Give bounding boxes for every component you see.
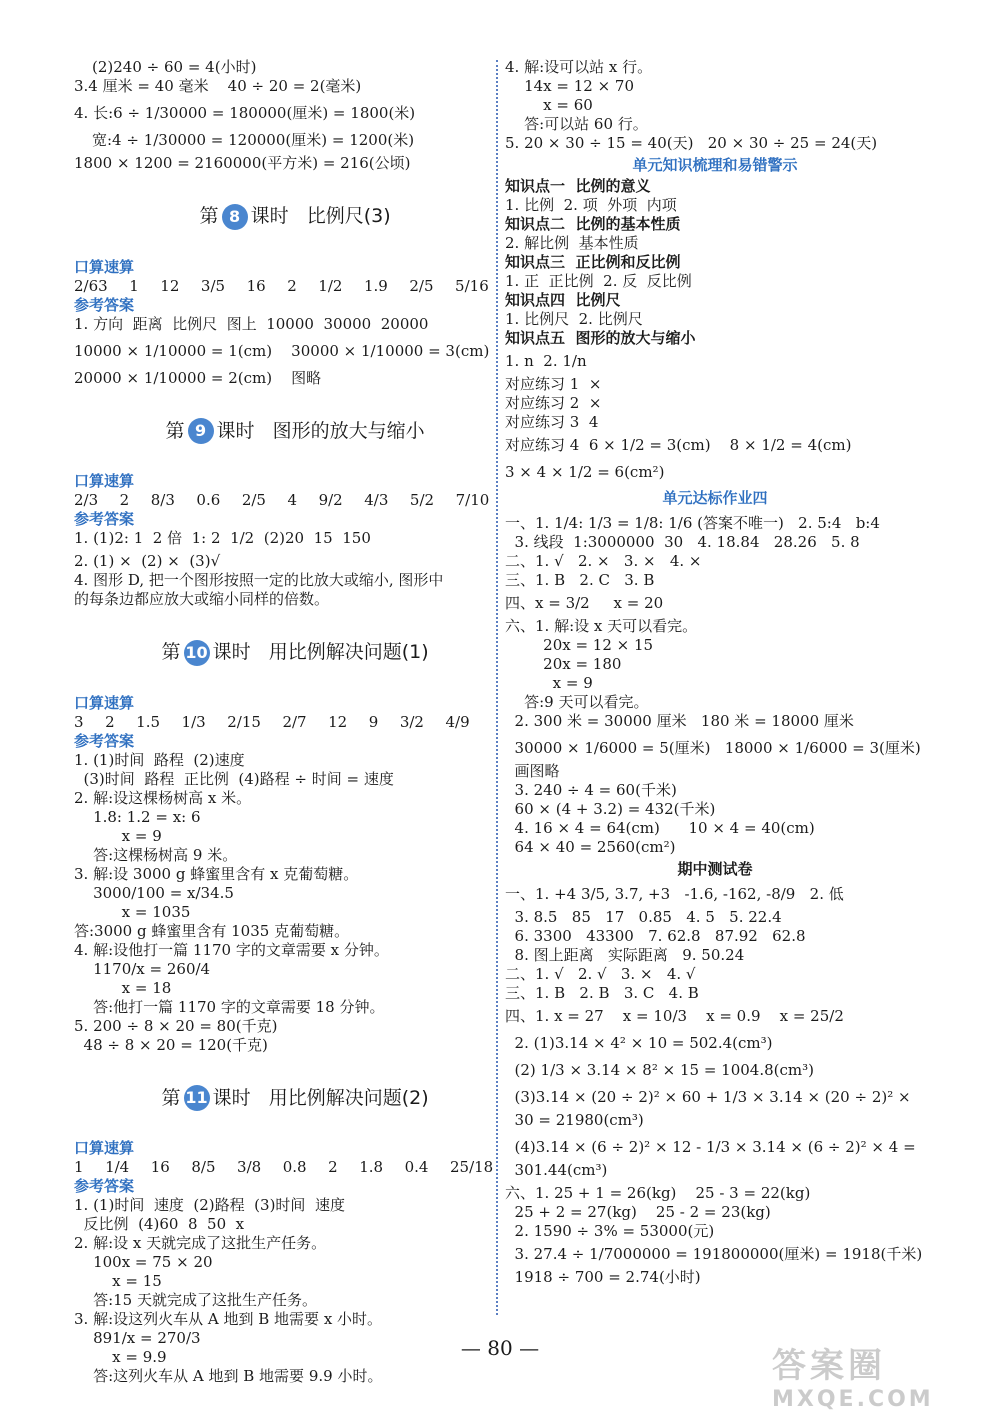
text-line: 宽:4 ÷ 1/30000 = 120000(厘米) = 1200(米) xyxy=(92,131,415,149)
reference-label: 参考答案 xyxy=(74,731,135,750)
unit-test-line: 30000 × 1/6000 = 5(厘米) 18000 × 1/6000 = 3(厘米) xyxy=(505,739,921,757)
unit-test-line: 60 × (4 + 3.2) = 432(千米) xyxy=(505,800,716,818)
left-column xyxy=(74,58,492,1386)
text-line: 4. 长:6 ÷ 1/30000 = 180000(厘米) = 1800(米) xyxy=(74,104,416,122)
lesson-title: 用比例解决问题(1) xyxy=(268,641,429,663)
unit-test-line: 64 × 40 = 2560(cm²) xyxy=(505,838,676,856)
midterm-line: 301.44(cm³) xyxy=(505,1161,608,1179)
lesson-prefix: 第 xyxy=(161,641,181,663)
lesson-number-badge: 8 xyxy=(222,204,248,230)
review-section-title: 单元知识梳理和易错警示 xyxy=(632,156,798,174)
unit-test-line: 答:9 天可以看完。 xyxy=(505,693,649,711)
midterm-line: 3. 8.5 85 17 0.85 4. 5 5. 22.4 xyxy=(505,908,782,926)
unit-test-line: 4. 16 × 4 = 64(cm) 10 × 4 = 40(cm) xyxy=(505,819,815,837)
answer-line: 5. 200 ÷ 8 × 20 = 80(千克) xyxy=(74,1016,278,1035)
lesson-number-badge: 9 xyxy=(188,418,214,444)
lesson-heading xyxy=(74,392,492,471)
reference-label: 参考答案 xyxy=(74,1177,135,1195)
midterm-line: 8. 图上距离 实际距离 9. 50.24 xyxy=(505,946,745,964)
lesson-number-badge: 11 xyxy=(184,1085,210,1111)
answer-line: 100x = 75 × 20 xyxy=(74,1253,213,1271)
oral-answers: 3 2 1.5 1/3 2/15 2/7 12 9 3/2 4/9 xyxy=(74,712,470,731)
midterm-line: 三、1. B 2. B 3. C 4. B xyxy=(505,984,699,1002)
answer-line: 4. 图形 D, 把一个图形按照一定的比放大或缩小, 图形中 xyxy=(74,571,444,589)
answer-line: x = 18 xyxy=(74,978,172,997)
answer-line: 反比例 (4)60 8 50 x xyxy=(74,1215,245,1233)
answer-line: x = 15 xyxy=(74,1272,162,1290)
watermark-text: 答案圈 xyxy=(772,1346,886,1386)
oral-label: 口算速算 xyxy=(74,1139,135,1157)
review-line: 对应练习 2 × xyxy=(505,394,602,412)
midterm-line: (4)3.14 × (6 ÷ 2)² × 12 - 1/3 × 3.14 × (6 ÷ 2)² × 4 = xyxy=(505,1138,916,1156)
answer-line: 48 ÷ 8 × 20 = 120(千克) xyxy=(74,1035,268,1054)
unit-test-line: 三、1. B 2. C 3. B xyxy=(505,571,655,589)
answer-line: 1. (1)时间 路程 (2)速度 xyxy=(74,750,245,769)
reference-label: 参考答案 xyxy=(74,510,135,528)
midterm-line: 二、1. √ 2. √ 3. × 4. √ xyxy=(505,965,696,983)
lesson-heading xyxy=(74,1059,492,1138)
knowledge-point-heading: 知识点四 比例尺 xyxy=(505,291,621,309)
midterm-line: 四、1. x = 27 x = 10/3 x = 0.9 x = 25/2 xyxy=(505,1007,844,1025)
lesson-title: 图形的放大与缩小 xyxy=(272,419,425,442)
lesson-title: 用比例解决问题(2) xyxy=(268,1086,429,1109)
answer-line: 答:3000 g 蜂蜜里含有 1035 克葡萄糖。 xyxy=(74,921,350,940)
answer-line: (3)时间 路程 正比例 (4)路程 ÷ 时间 = 速度 xyxy=(74,769,394,788)
answer-line: 答:他打一篇 1170 字的文章需要 18 分钟。 xyxy=(74,997,385,1016)
unit-test-line: 二、1. √ 2. × 3. × 4. × xyxy=(505,552,702,570)
lesson-suffix: 课时 xyxy=(216,419,255,442)
answer-line: 3. 解:设 3000 g 蜂蜜里含有 x 克葡萄糖。 xyxy=(74,864,359,883)
midterm-line: 2. (1)3.14 × 4² × 10 = 502.4(cm³) xyxy=(505,1034,773,1052)
unit-test-line: x = 9 xyxy=(505,674,593,692)
answer-line: 答:这棵杨树高 9 米。 xyxy=(74,845,238,864)
oral-label: 口算速算 xyxy=(74,257,135,276)
answer-line: 3000/100 = x/34.5 xyxy=(74,883,234,902)
answer-line: 10000 × 1/10000 = 1(cm) 30000 × 1/10000 = 3(cm) xyxy=(74,341,490,360)
reference-label: 参考答案 xyxy=(74,295,135,314)
page-number: — 80 — xyxy=(460,1336,540,1360)
answer-line: 4. 解:设他打一篇 1170 字的文章需要 x 分钟。 xyxy=(74,940,389,959)
oral-answers: 2/3 2 8/3 0.6 2/5 4 9/2 4/3 5/2 7/10 xyxy=(74,491,490,509)
lesson-prefix: 第 xyxy=(165,419,185,442)
midterm-line: 30 = 21980(cm³) xyxy=(505,1111,644,1129)
right-column xyxy=(505,58,925,1287)
unit-test-line: 四、x = 3/2 x = 20 xyxy=(505,594,664,612)
review-line: 对应练习 1 × xyxy=(505,375,602,393)
lesson-title: 比例尺(3) xyxy=(306,205,391,227)
knowledge-point-heading: 知识点五 图形的放大与缩小 xyxy=(505,329,696,347)
answer-line: 2. (1) × (2) × (3)√ xyxy=(74,552,221,570)
midterm-line: 2. 1590 ÷ 3% = 53000(元) xyxy=(505,1222,715,1240)
answer-line: 答:这列火车从 A 地到 B 地需要 9.9 小时。 xyxy=(74,1367,383,1385)
text-line: 3.4 厘米 = 40 毫米 40 ÷ 20 = 2(毫米) xyxy=(74,77,362,95)
answer-line: 1. (1)2: 1 2 倍 1: 2 1/2 (2)20 15 150 xyxy=(74,529,371,547)
lesson-prefix: 第 xyxy=(161,1086,181,1109)
answer-line: 3. 解:设这列火车从 A 地到 B 地需要 x 小时。 xyxy=(74,1310,383,1328)
answer-line: 1.8: 1.2 = x: 6 xyxy=(74,807,201,826)
review-line: 2. 解比例 基本性质 xyxy=(505,234,639,252)
text-line: 1800 × 1200 = 2160000(平方米) = 216(公顷) xyxy=(74,154,411,172)
answer-line: 891/x = 270/3 xyxy=(74,1329,201,1347)
answer-line: 的每条边都应放大或缩小同样的倍数。 xyxy=(74,590,330,608)
lesson-suffix: 课时 xyxy=(212,1086,251,1109)
review-line: 3 × 4 × 1/2 = 6(cm²) xyxy=(505,463,665,481)
review-line: 1. 正 正比例 2. 反 反比例 xyxy=(505,272,692,290)
midterm-line: 25 + 2 = 27(kg) 25 - 2 = 23(kg) xyxy=(505,1203,771,1221)
knowledge-point-heading: 知识点二 比例的基本性质 xyxy=(505,215,681,233)
lesson-heading xyxy=(74,613,492,692)
column-divider xyxy=(496,60,498,1315)
knowledge-point-heading: 知识点一 比例的意义 xyxy=(505,177,651,195)
midterm-line: 1918 ÷ 700 = 2.74(小时) xyxy=(505,1268,701,1286)
midterm-line: (3)3.14 × (20 ÷ 2)² × 60 + 1/3 × 3.14 × (20 ÷ 2)² × xyxy=(505,1088,911,1106)
text-line: (2)240 ÷ 60 = 4(小时) xyxy=(92,58,257,76)
answer-line: 20000 × 1/10000 = 2(cm) 图略 xyxy=(74,368,322,387)
review-line: 1. 比例尺 2. 比例尺 xyxy=(505,310,643,328)
text-line: 答:可以站 60 行。 xyxy=(505,115,648,133)
midterm-line: 一、1. +4 3/5, 3.7, +3 -1.6, -162, -8/9 2. 低 xyxy=(505,885,844,903)
midterm-line: 6. 3300 43300 7. 62.8 87.92 62.8 xyxy=(505,927,806,945)
unit-test-line: 3. 线段 1:3000000 30 4. 18.84 28.26 5. 8 xyxy=(505,533,860,551)
answer-line: 2. 解:设 x 天就完成了这批生产任务。 xyxy=(74,1234,327,1252)
midterm-line: (2) 1/3 × 3.14 × 8² × 15 = 1004.8(cm³) xyxy=(505,1061,814,1079)
text-line: 5. 20 × 30 ÷ 15 = 40(天) 20 × 30 ÷ 25 = 24(天) xyxy=(505,134,878,152)
answer-line: 答:15 天就完成了这批生产任务。 xyxy=(74,1291,317,1309)
knowledge-point-heading: 知识点三 正比例和反比例 xyxy=(505,253,681,271)
unit-test-line: 画图略 xyxy=(505,762,560,780)
oral-label: 口算速算 xyxy=(74,472,135,490)
text-line: 4. 解:设可以站 x 行。 xyxy=(505,58,653,76)
unit-test-title: 单元达标作业四 xyxy=(662,489,768,507)
unit-test-line: 一、1. 1/4: 1/3 = 1/8: 1/6 (答案不唯一) 2. 5:4 b:4 xyxy=(505,514,880,532)
review-line: 对应练习 3 4 xyxy=(505,413,599,431)
answer-line: x = 1035 xyxy=(74,902,191,921)
lesson-heading xyxy=(74,177,492,256)
midterm-title: 期中测试卷 xyxy=(677,860,753,878)
answer-line: 1170/x = 260/4 xyxy=(74,959,211,978)
watermark-url: MXQE.COM xyxy=(772,1387,934,1412)
answer-line: x = 9.9 xyxy=(74,1348,167,1366)
watermark-logo xyxy=(772,1338,972,1412)
answer-line: 1. 方向 距离 比例尺 图上 10000 30000 20000 xyxy=(74,314,429,333)
unit-test-line: 六、1. 解:设 x 天可以看完。 xyxy=(505,617,698,635)
review-line: 1. n 2. 1/n xyxy=(505,352,587,370)
midterm-line: 3. 27.4 ÷ 1/7000000 = 191800000(厘米) = 1918(千米) xyxy=(505,1245,923,1263)
review-line: 1. 比例 2. 项 外项 内项 xyxy=(505,196,677,214)
lesson-suffix: 课时 xyxy=(250,205,289,227)
oral-answers: 2/63 1 12 3/5 16 2 1/2 1.9 2/5 5/16 xyxy=(74,276,489,295)
oral-label: 口算速算 xyxy=(74,693,135,712)
review-line: 对应练习 4 6 × 1/2 = 3(cm) 8 × 1/2 = 4(cm) xyxy=(505,436,852,454)
answer-line: 1. (1)时间 速度 (2)路程 (3)时间 速度 xyxy=(74,1196,345,1214)
lesson-suffix: 课时 xyxy=(212,641,251,663)
lesson-number-badge: 10 xyxy=(184,640,210,666)
oral-answers: 1 1/4 16 8/5 3/8 0.8 2 1.8 0.4 25/18 xyxy=(74,1158,494,1176)
text-line: x = 60 xyxy=(505,96,593,114)
unit-test-line: 20x = 12 × 15 xyxy=(505,636,654,654)
unit-test-line: 2. 300 米 = 30000 厘米 180 米 = 18000 厘米 xyxy=(505,712,854,730)
text-line: 14x = 12 × 70 xyxy=(505,77,635,95)
unit-test-line: 20x = 180 xyxy=(505,655,622,673)
midterm-line: 六、1. 25 + 1 = 26(kg) 25 - 3 = 22(kg) xyxy=(505,1184,811,1202)
answer-line: x = 9 xyxy=(74,826,162,845)
lesson-prefix: 第 xyxy=(199,205,219,227)
answer-line: 2. 解:设这棵杨树高 x 米。 xyxy=(74,788,252,807)
unit-test-line: 3. 240 ÷ 4 = 60(千米) xyxy=(505,781,677,799)
